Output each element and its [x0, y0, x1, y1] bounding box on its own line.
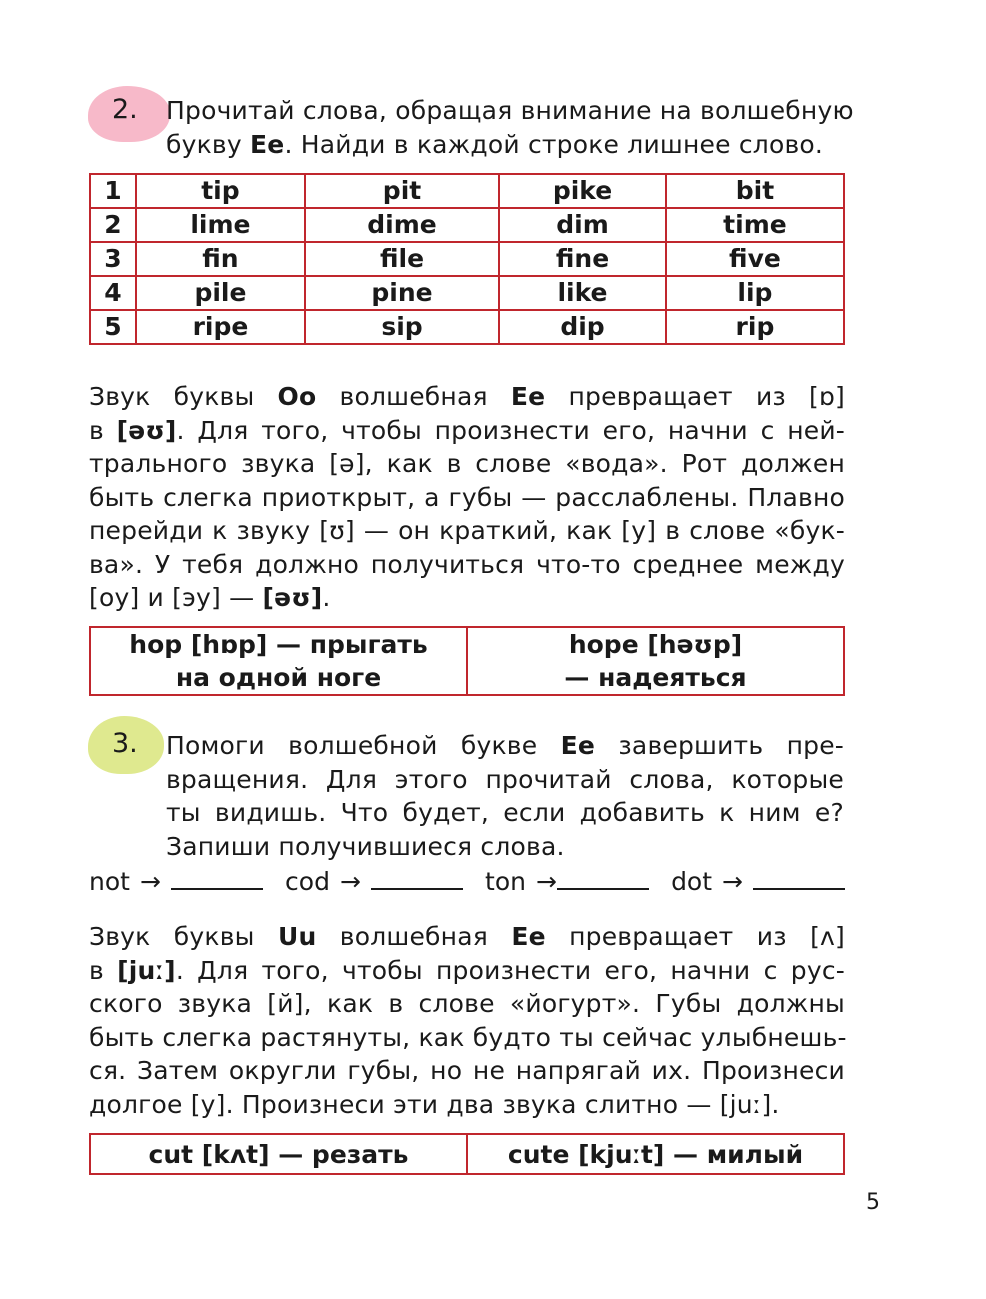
word-cell: dime: [305, 208, 499, 242]
transform-item: ton →: [485, 862, 649, 899]
row-number: 2: [90, 208, 136, 242]
word-cell: lip: [666, 276, 844, 310]
hop-cell: hop [hɒp] — прыгать на одной ноге: [129, 630, 428, 692]
word-cell: pit: [305, 174, 499, 208]
table-row: [90, 276, 844, 310]
page-number: 5: [866, 1190, 880, 1215]
transform-item: dot →: [671, 862, 845, 899]
table-row: [90, 208, 844, 242]
row-number: 5: [90, 310, 136, 344]
word-cell: five: [666, 242, 844, 276]
cut-cute-box: [89, 1133, 845, 1175]
answer-blank[interactable]: [171, 862, 263, 890]
word-cell: dim: [499, 208, 666, 242]
uu-explanation: Звук буквы Uu волшебная Ee превращает из [ʌ] в [juː]. Для того, чтобы произнести его, начни с рус- ского звука [й], как в слове «йогурт». Губы должны быть слегка растянуты, как будто ты сейчас улыбнешь- ся. Затем округли губы, но не напрягай их. Произнеси долгое [у]. Произнеси эти два звука слитно — [juː].: [89, 922, 847, 1119]
instruction-line-2: букву Ee. Найди в каждой строке лишнее слово.: [166, 129, 824, 159]
table-row: [90, 242, 844, 276]
cut-cell: cut [kʌt] — резать: [148, 1139, 409, 1169]
exercise-3-number: 3.: [112, 728, 138, 759]
word-cell: pike: [499, 174, 666, 208]
answer-blank[interactable]: [371, 862, 463, 890]
instruction-line-1: Прочитай слова, обращая внимание на волшебную: [166, 96, 854, 125]
word-table: [89, 173, 845, 345]
word-cell: rip: [666, 310, 844, 344]
word-cell: ripe: [136, 310, 305, 344]
cute-cell: cute [kjuːt] — милый: [466, 1135, 843, 1173]
word-cell: pine: [305, 276, 499, 310]
exercise-2-number: 2.: [112, 94, 138, 125]
table-row: [90, 174, 844, 208]
hop-hope-box: [89, 626, 845, 696]
answer-blank[interactable]: [557, 862, 649, 890]
word-cell: fine: [499, 242, 666, 276]
word-cell: fin: [136, 242, 305, 276]
exercise-2-instruction: [166, 94, 854, 161]
word-cell: like: [499, 276, 666, 310]
word-cell: lime: [136, 208, 305, 242]
oo-explanation: Звук буквы Oo волшебная Ee превращает из [ɒ] в [əʊ]. Для того, чтобы произнести его, начни с ней- трального звука [ə], как в слове «вода». Рот должен быть слегка приоткрыт, а губы — расслаблены. Плавно перейди к звуку [ʊ] — он краткий, как [у] в слове «бук- ва». У тебя должно получиться что-то среднее между [оу] и [эу] — [əʊ].: [89, 382, 846, 612]
word-cell: file: [305, 242, 499, 276]
word-cell: sip: [305, 310, 499, 344]
table-row: [90, 310, 844, 344]
row-number: 1: [90, 174, 136, 208]
transform-item: not →: [89, 862, 263, 899]
answer-blank[interactable]: [753, 862, 845, 890]
transform-row: [89, 862, 845, 899]
word-cell: time: [666, 208, 844, 242]
exercise-3-instruction: Помоги волшебной букве Ee завершить пре- вращения. Для этого прочитай слова, которые ты видишь. Что будет, если добавить к ним e? Запиши получившиеся слова.: [166, 731, 845, 861]
word-cell: tip: [136, 174, 305, 208]
word-cell: dip: [499, 310, 666, 344]
hope-cell: hope [həʊp] — надеяться: [466, 628, 843, 694]
word-cell: bit: [666, 174, 844, 208]
word-cell: pile: [136, 276, 305, 310]
transform-item: cod →: [285, 862, 463, 899]
row-number: 4: [90, 276, 136, 310]
row-number: 3: [90, 242, 136, 276]
